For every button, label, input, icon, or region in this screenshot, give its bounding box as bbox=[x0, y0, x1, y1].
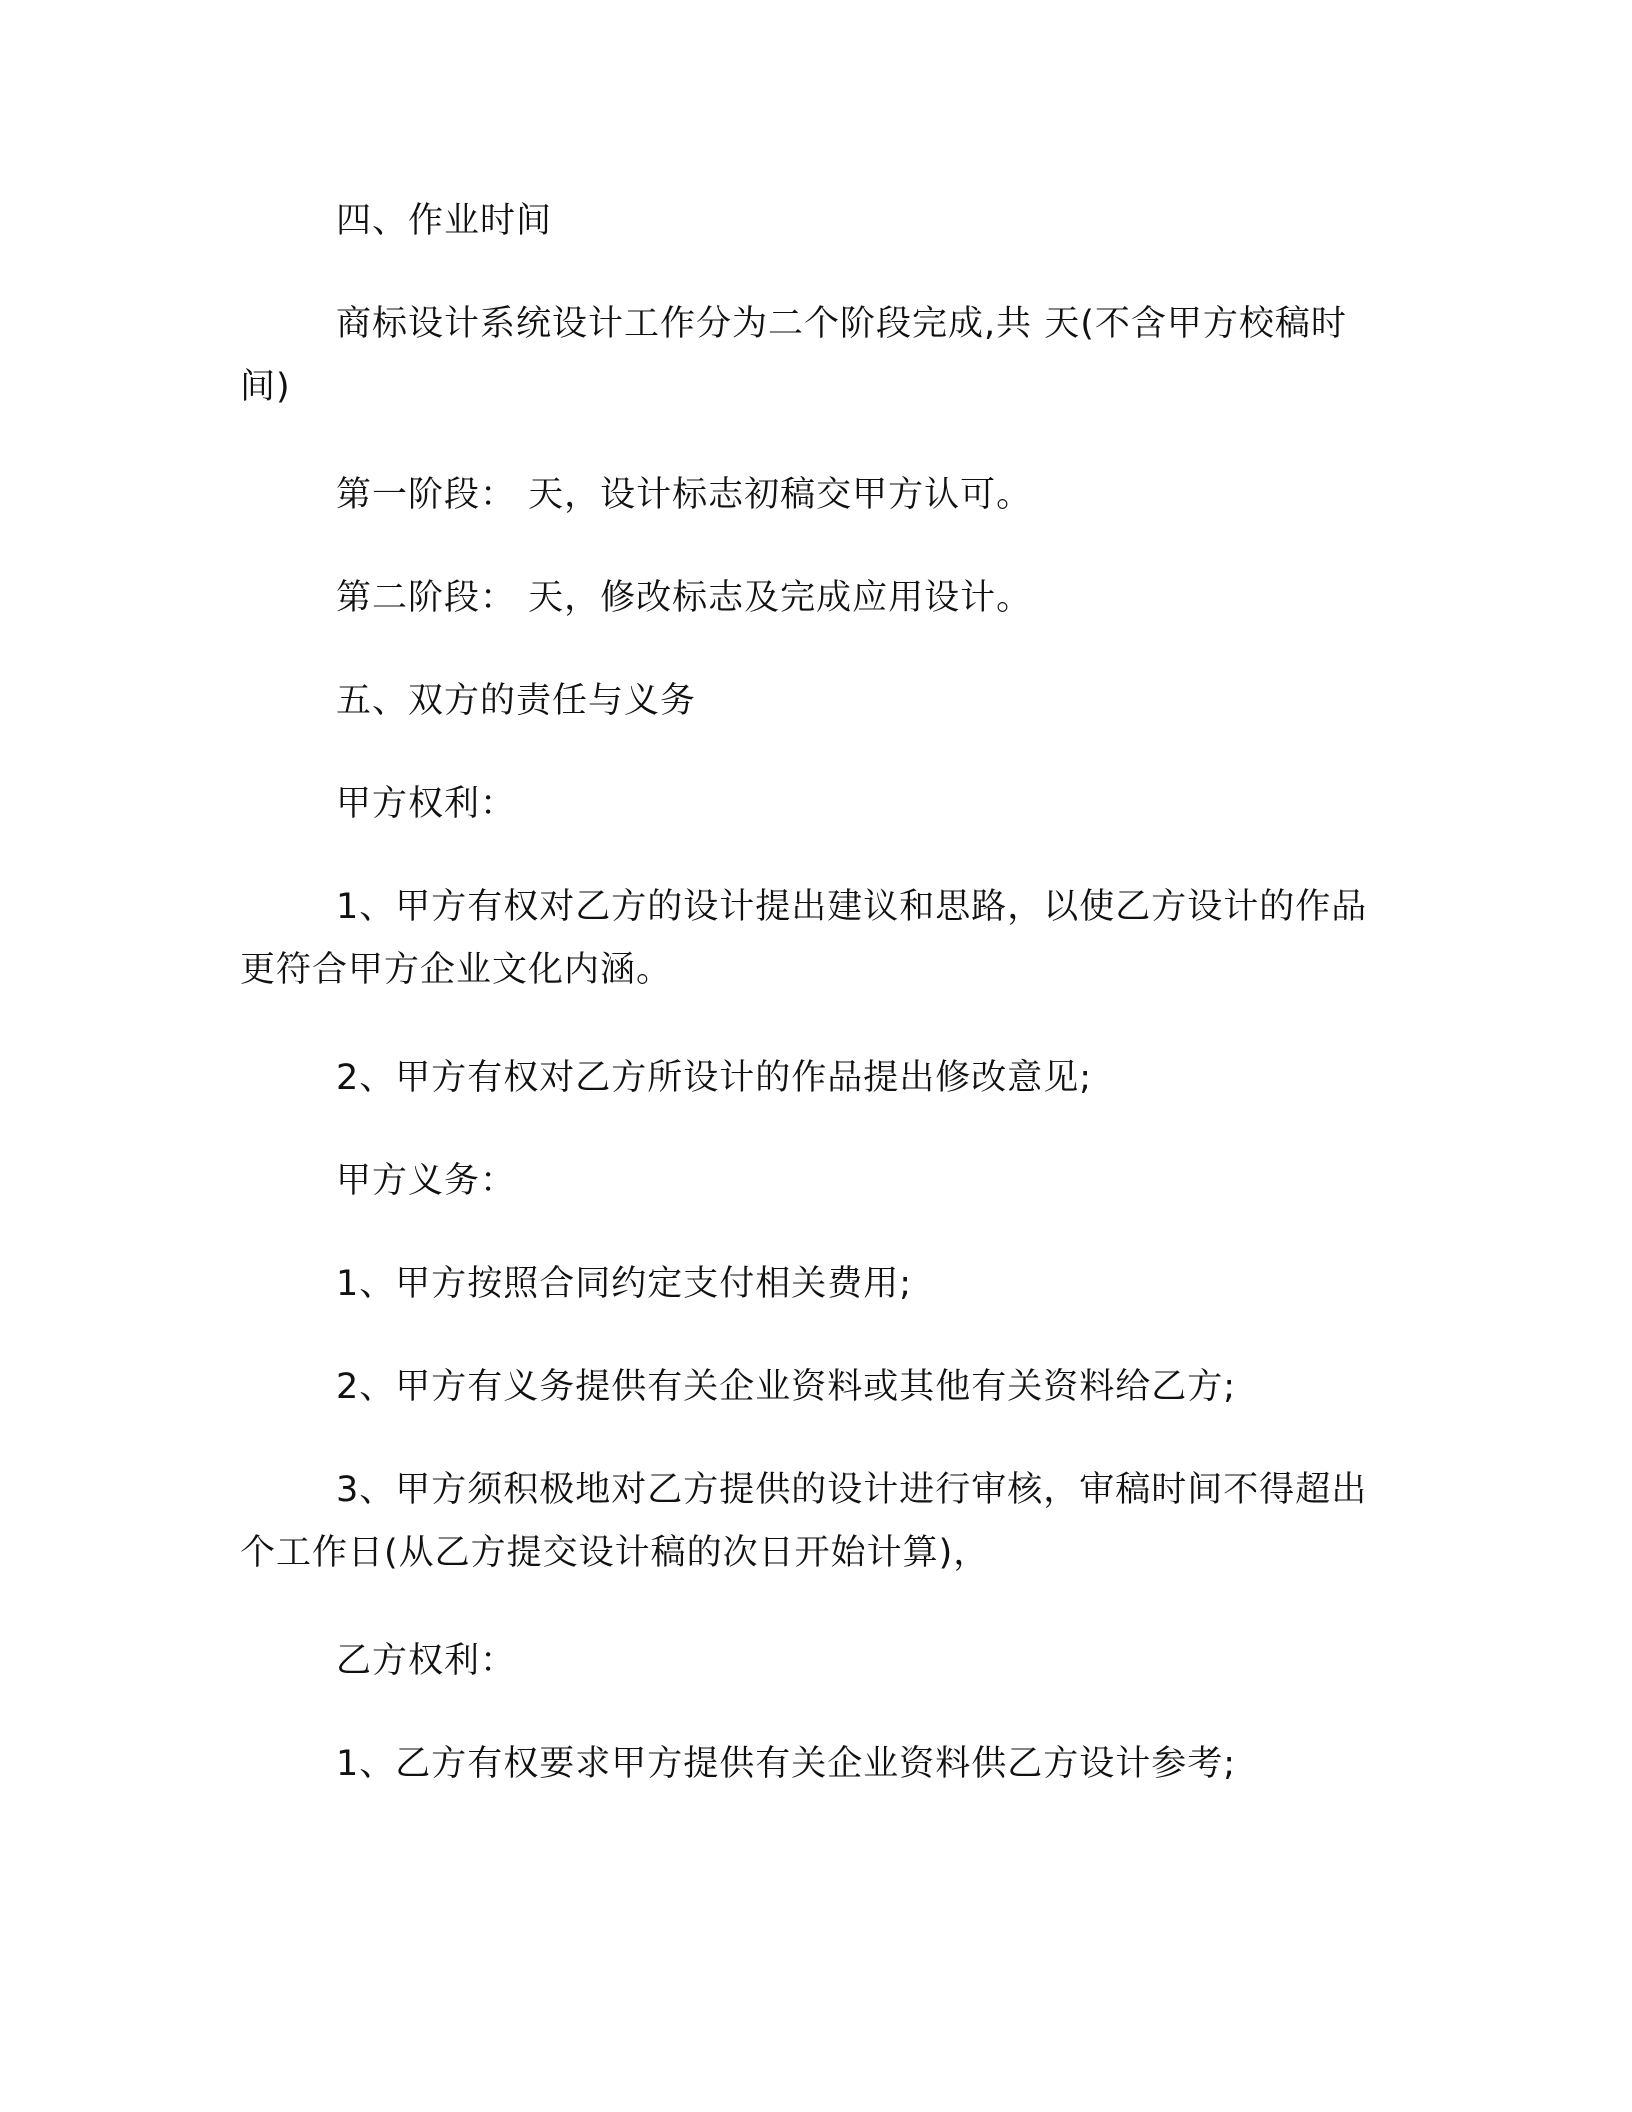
paragraph-party-a-obligation-2: 2、甲方有义务提供有关企业资料或其他有关资料给乙方; bbox=[336, 1367, 1237, 1407]
subheading-party-a-rights: 甲方权利： bbox=[336, 784, 517, 824]
subheading-party-b-rights: 乙方权利： bbox=[336, 1641, 517, 1681]
subheading-party-a-obligations: 甲方义务： bbox=[336, 1161, 517, 1201]
paragraph-party-a-obligation-1: 1、甲方按照合同约定支付相关费用; bbox=[336, 1264, 913, 1304]
section-heading-work-time: 四、作业时间 bbox=[336, 201, 553, 241]
paragraph-phase-one: 第一阶段： 天，设计标志初稿交甲方认可。 bbox=[336, 475, 1033, 515]
paragraph-work-phases: 商标设计系统设计工作分为二个阶段完成,共 天(不含甲方校稿时间) bbox=[240, 304, 1347, 407]
paragraph-party-a-obligation-3: 3、甲方须积极地对乙方提供的设计进行审核，审稿时间不得超出 个工作日(从乙方提交设计稿的次日开始计算)， bbox=[240, 1470, 1368, 1573]
paragraph-party-a-right-2: 2、甲方有权对乙方所设计的作品提出修改意见; bbox=[336, 1058, 1093, 1098]
document-body bbox=[240, 190, 1380, 1836]
paragraph-party-b-right-1: 1、乙方有权要求甲方提供有关企业资料供乙方设计参考; bbox=[336, 1744, 1237, 1784]
paragraph-party-a-right-1: 1、甲方有权对乙方的设计提出建议和思路，以使乙方设计的作品更符合甲方企业文化内涵。 bbox=[240, 887, 1368, 990]
section-heading-responsibilities: 五、双方的责任与义务 bbox=[336, 681, 697, 721]
paragraph-phase-two: 第二阶段： 天，修改标志及完成应用设计。 bbox=[336, 578, 1033, 618]
